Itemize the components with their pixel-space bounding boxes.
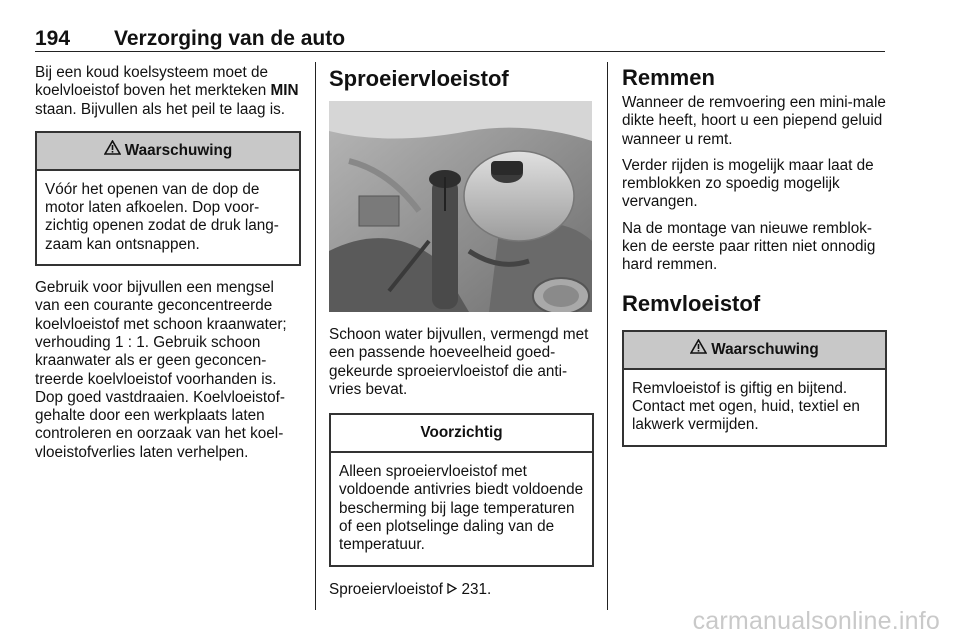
min-mark: MIN: [270, 82, 299, 100]
section-title-brake-fluid: Remvloeistof: [622, 290, 761, 316]
column-brakes: [622, 64, 887, 447]
warning-triangle-icon: [104, 133, 121, 169]
column-divider-2: [607, 62, 608, 610]
watermark: carmanualsonline.info: [692, 607, 940, 635]
warning-text: Remvloeistof is giftig en bijtend. Contact met ogen, huid, textiel en lakwerk vermijden.: [632, 379, 860, 434]
coolant-warning-box: [35, 131, 301, 266]
caution-text: Alleen sproeiervloeistof met voldoende antivries biedt voldoende bescherming bij lage temperaturen of een plotselinge daling van de temperatuur.: [339, 463, 584, 554]
page-number: 194: [35, 27, 71, 50]
washer-reference: Sproeiervloeistof 231.: [329, 580, 492, 598]
caution-header: Voorzichtig: [331, 415, 592, 453]
column-divider-1: [315, 62, 316, 610]
column-coolant: [35, 64, 301, 470]
engine-bay-photo: [329, 101, 592, 312]
column-washer-fluid: [329, 64, 594, 607]
warning-text: Vóór het openen van de dop de motor laten afkoelen. Dop voor-zichtig openen zodat de druk lang-zaam kan ontsnappen.: [45, 180, 279, 253]
coolant-body: Gebruik voor bijvullen een mengsel van een courante geconcentreerde koelvloeistof met schoon kraanwater; verhouding 1 : 1. Gebruik schoon kraanwater als er geen geconcen-treerde koelvloeistof voorhanden is. Dop goed vastdraaien. Koelvloeistof-gehalte door een werkplaats laten controleren en oorzaak van het koel-vloeistofverlies laten verhelpen.: [35, 279, 287, 461]
header-rule: [35, 51, 885, 52]
page-header: [35, 27, 885, 49]
reference-page[interactable]: 231.: [461, 580, 492, 598]
warning-title: Waarschuwing: [711, 340, 819, 358]
warning-triangle-icon: [690, 332, 707, 368]
coolant-intro: Bij een koud koelsysteem moet de koelvloeistof boven het merkteken MIN staan. Bijvullen als het peil te laag is.: [35, 64, 299, 118]
chapter-title: Verzorging van de auto: [114, 27, 346, 50]
washer-body: Schoon water bijvullen, vermengd met een passende hoeveelheid goed-gekeurde sproeiervloeistof die anti-vries bevat.: [329, 326, 589, 398]
caution-box: [329, 413, 594, 566]
warning-header: [37, 133, 299, 171]
brakes-paragraph-2: Verder rijden is mogelijk maar laat de remblokken zo spoedig mogelijk vervangen.: [622, 156, 874, 211]
warning-title: Waarschuwing: [124, 141, 233, 159]
brake-fluid-warning-box: [622, 330, 887, 447]
warning-header: [624, 332, 885, 370]
page-reference-arrow-icon: [447, 583, 457, 597]
section-title-washer: Sproeiervloeistof: [329, 66, 509, 91]
brakes-paragraph-3: Na de montage van nieuwe remblok-ken de eerste paar ritten niet onnodig hard remmen.: [622, 219, 876, 274]
section-title-brakes: Remmen: [622, 65, 715, 90]
brakes-paragraph-1: Wanneer de remvoering een mini-male dikte heeft, hoort u een piepend geluid wanneer u remt.: [622, 94, 886, 148]
